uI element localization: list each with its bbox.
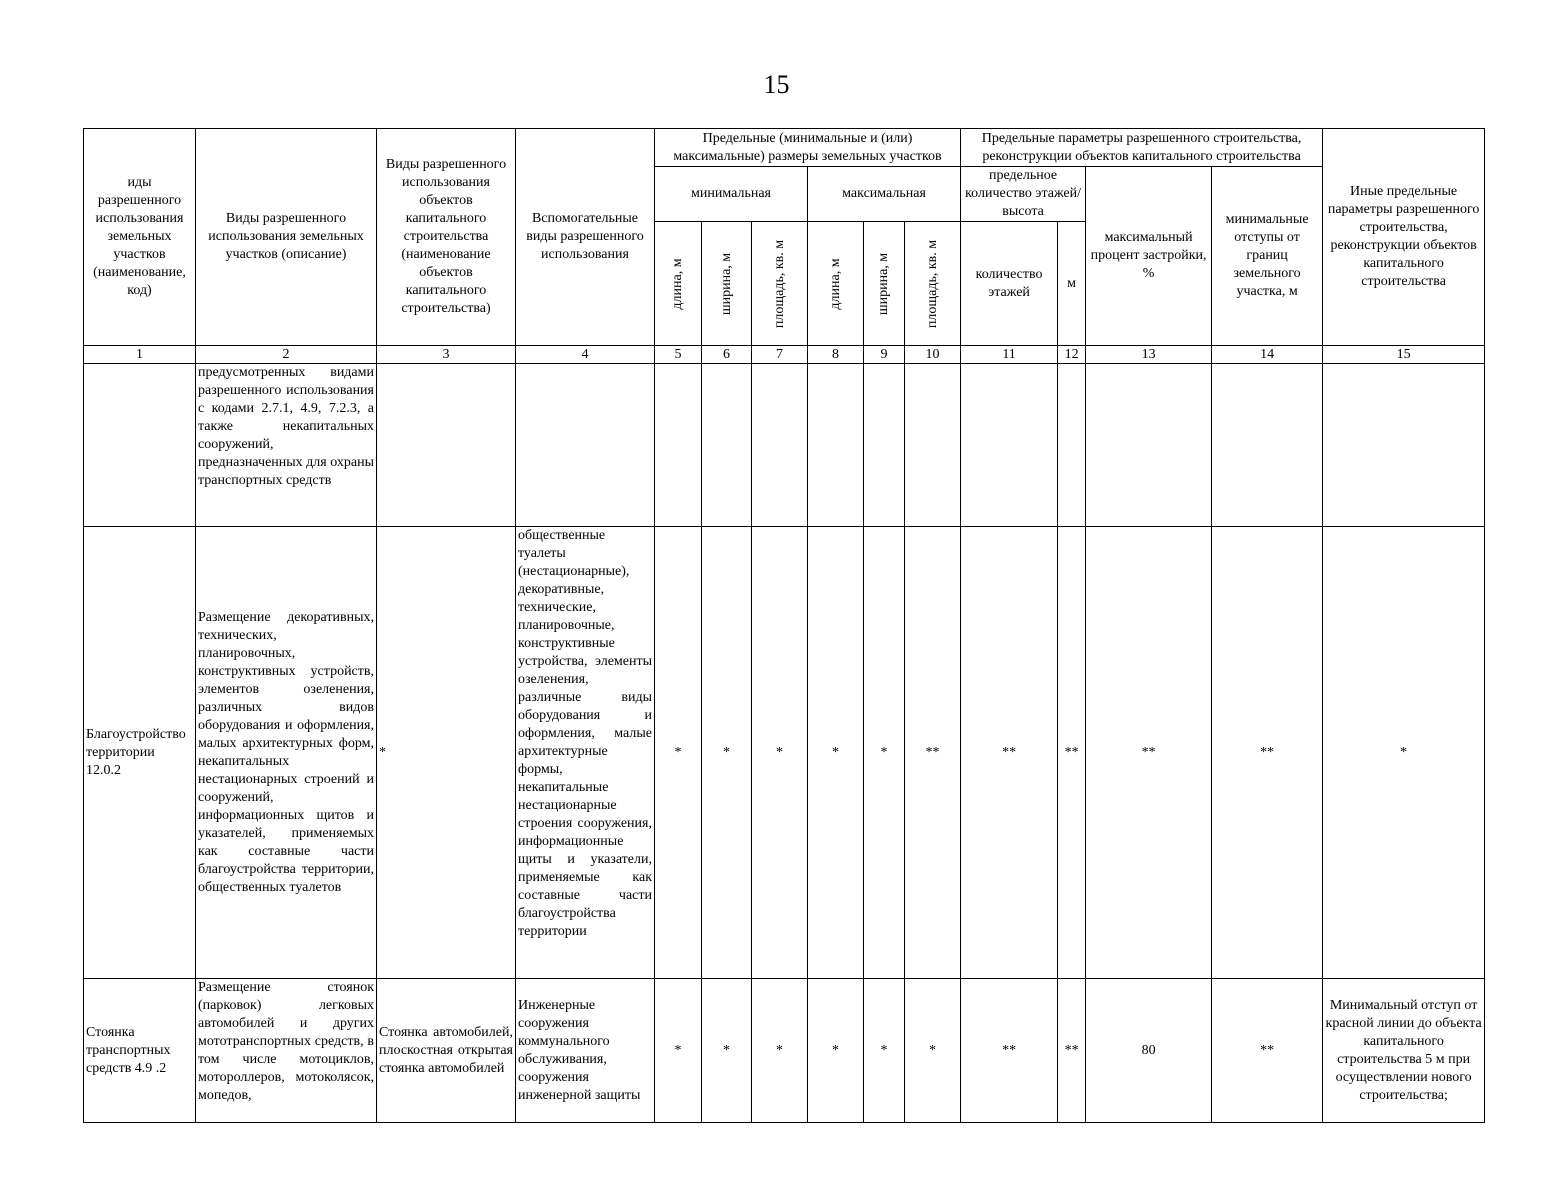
cell-v: ** <box>1212 979 1323 1123</box>
cell-v <box>1058 364 1086 527</box>
cell-col1 <box>84 364 196 527</box>
cell-v <box>1323 364 1485 527</box>
column-number: 4 <box>516 346 655 364</box>
cell-v: ** <box>1058 979 1086 1123</box>
column-number: 8 <box>808 346 864 364</box>
cell-v: * <box>655 527 702 979</box>
cell-col4 <box>516 364 655 527</box>
header-min-width: ширина, м <box>702 222 752 346</box>
header-meters: м <box>1058 222 1086 346</box>
cell-col3: * <box>377 527 516 979</box>
column-number: 3 <box>377 346 516 364</box>
header-max-area: площадь, кв. м <box>905 222 961 346</box>
cell-v: ** <box>905 527 961 979</box>
header-max-length: длина, м <box>808 222 864 346</box>
cell-v: * <box>808 979 864 1123</box>
cell-col3: Стоянка автомобилей, плоскостная открытая стоянка автомобилей <box>377 979 516 1123</box>
zoning-table <box>83 128 1485 1123</box>
cell-v: * <box>864 527 905 979</box>
cell-v <box>905 364 961 527</box>
column-number: 1 <box>84 346 196 364</box>
cell-col2: Размещение стоянок (парковок) легковых автомобилей и других мототранспортных средств, в том числе мотоциклов, мотороллеров, мотоколясок, мопедов, <box>196 979 377 1123</box>
table-row <box>84 364 1485 527</box>
cell-col1: Стоянка транспортных средств 4.9 .2 <box>84 979 196 1123</box>
column-number: 9 <box>864 346 905 364</box>
header-col2: Виды разрешенного использования земельных участков (описание) <box>196 129 377 346</box>
cell-v: Минимальный отступ от красной линии до объекта капитального строительства 5 м при осуществлении нового строительства; <box>1323 979 1485 1123</box>
cell-v <box>1212 364 1323 527</box>
cell-col1: Благоустройство территории 12.0.2 <box>84 527 196 979</box>
cell-col2: Размещение декоративных, технических, планировочных, конструктивных устройств, элементов озеленения, различных видов оборудования и оформления, малых архитектурных форм, некапитальных нестационарных строений и сооружений, информационных щитов и указателей, применяемых как составные части благоустройства территории, общественных туалетов <box>196 527 377 979</box>
cell-v: ** <box>961 979 1058 1123</box>
column-number: 10 <box>905 346 961 364</box>
cell-v: * <box>864 979 905 1123</box>
column-number: 5 <box>655 346 702 364</box>
header-floors: количество этажей <box>961 222 1058 346</box>
cell-v: ** <box>1086 527 1212 979</box>
cell-v <box>1086 364 1212 527</box>
header-floors-group: предельное количество этажей/высота <box>961 167 1086 222</box>
cell-v <box>655 364 702 527</box>
cell-v: ** <box>1212 527 1323 979</box>
header-min-setback: минимальные отступы от границ земельного участка, м <box>1212 167 1323 346</box>
header-max-width: ширина, м <box>864 222 905 346</box>
header-size-group: Предельные (минимальные и (или) максимальные) размеры земельных участков <box>655 129 961 167</box>
cell-v <box>961 364 1058 527</box>
column-number: 6 <box>702 346 752 364</box>
column-numbers-row <box>84 346 1485 364</box>
header-col4: Вспомогательные виды разрешенного использования <box>516 129 655 346</box>
cell-v <box>808 364 864 527</box>
header-params-group: Предельные параметры разрешенного строительства, реконструкции объектов капитального строительства <box>961 129 1323 167</box>
column-number: 2 <box>196 346 377 364</box>
cell-v: * <box>808 527 864 979</box>
column-number: 14 <box>1212 346 1323 364</box>
cell-v: * <box>905 979 961 1123</box>
cell-col4: Инженерные сооружения коммунального обслуживания, сооружения инженерной защиты <box>516 979 655 1123</box>
cell-v: * <box>1323 527 1485 979</box>
cell-col2: предусмотренных видами разрешенного использования с кодами 2.7.1, 4.9, 7.2.3, а также некапитальных сооружений, предназначенных для охраны транспортных средств <box>196 364 377 527</box>
cell-v: 80 <box>1086 979 1212 1123</box>
header-col1: иды разрешенного использования земельных участков (наименование, код) <box>84 129 196 346</box>
cell-v <box>702 364 752 527</box>
header-max: максимальная <box>808 167 961 222</box>
header-min-area: площадь, кв. м <box>752 222 808 346</box>
table-row <box>84 527 1485 979</box>
cell-v <box>752 364 808 527</box>
cell-v <box>864 364 905 527</box>
page-number: 15 <box>763 70 790 99</box>
column-number: 13 <box>1086 346 1212 364</box>
header-col3: Виды разрешенного использования объектов капитального строительства (наименование объектов капитального строительства) <box>377 129 516 346</box>
cell-v: * <box>752 979 808 1123</box>
cell-v: ** <box>1058 527 1086 979</box>
cell-col4: общественные туалеты (нестационарные), декоративные, технические, планировочные, конструктивные устройства, элементы озеленения, различные виды оборудования и оформления, малые архитектурные формы, некапитальные нестационарные строения сооружения, информационные щиты и указатели, применяемые как составные части благоустройства территории <box>516 527 655 979</box>
column-number: 7 <box>752 346 808 364</box>
header-row-1 <box>84 129 1485 167</box>
cell-v: * <box>752 527 808 979</box>
header-min-length: длина, м <box>655 222 702 346</box>
cell-v: * <box>702 527 752 979</box>
column-number: 12 <box>1058 346 1086 364</box>
header-other: Иные предельные параметры разрешенного строительства, реконструкции объектов капитального строительства <box>1323 129 1485 346</box>
column-number: 15 <box>1323 346 1485 364</box>
header-max-percent: максимальный процент застройки, % <box>1086 167 1212 346</box>
cell-v: * <box>655 979 702 1123</box>
cell-v: ** <box>961 527 1058 979</box>
cell-v: * <box>702 979 752 1123</box>
table-row <box>84 979 1485 1123</box>
cell-col3 <box>377 364 516 527</box>
column-number: 11 <box>961 346 1058 364</box>
header-min: минимальная <box>655 167 808 222</box>
